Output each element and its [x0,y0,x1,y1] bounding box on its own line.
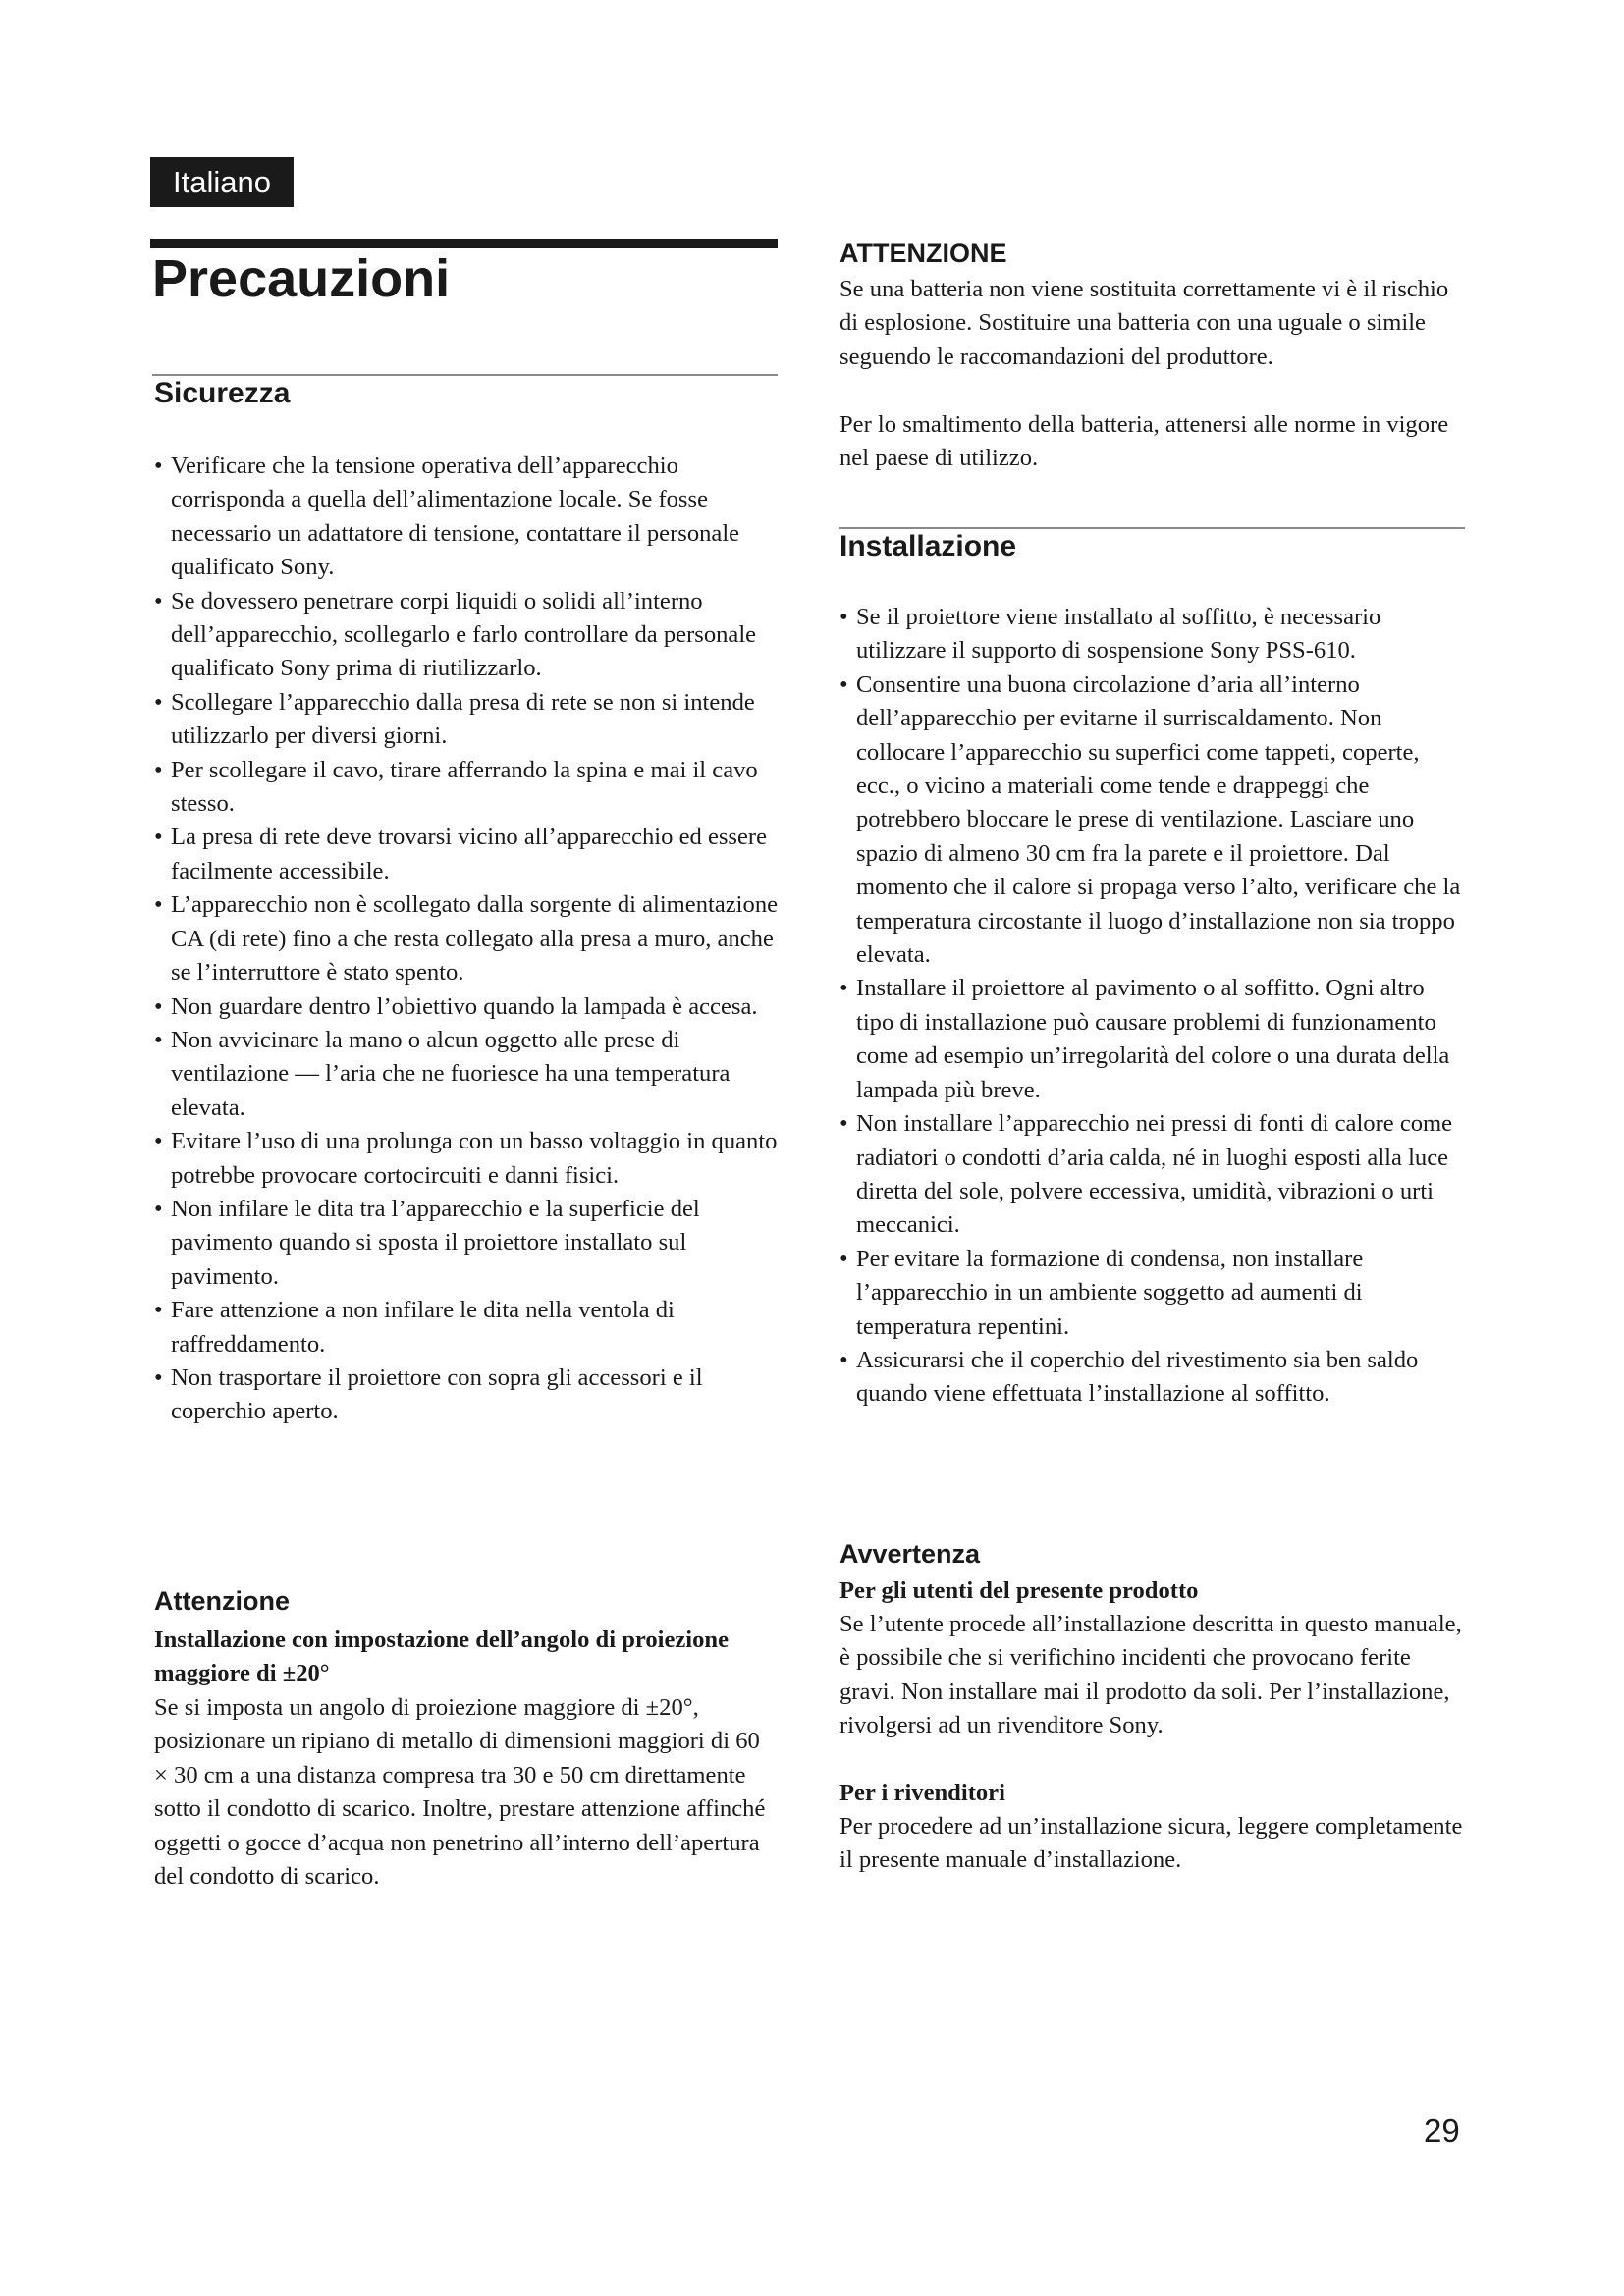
battery-disposal-text: Per lo smaltimento della batteria, attenersi alle norme in vigore nel paese di utilizzo. [839,411,1449,472]
bullet-icon: • [839,604,848,630]
bullet-icon: • [154,1363,163,1391]
bullet-icon: • [839,1110,848,1138]
list-item: • Non infilare le dita tra l’apparecchio e la superficie del pavimento quando si sposta il proiettore installato sul pavimento. [154,1193,783,1294]
list-item: • Non guardare dentro l’obiettivo quando la lampada è accesa. [154,990,783,1024]
bullet-icon: • [154,453,163,479]
users-text: Se l’utente procede all’installazione descritta in questo manuale, è possibile che si verifichino incidenti che provocano ferite gravi. Non installare mai il prodotto da soli. Per l’installazione, rivolgersi ad un rivenditore Sony. [839,1611,1462,1739]
installazione-list [839,601,1468,1412]
list-item: • Evitare l’uso di una prolunga con un basso voltaggio in quanto potrebbe provocare cortocircuiti e danni fisici. [154,1125,783,1193]
installazione-heading: Installazione [839,530,1017,562]
bullet-icon: • [154,1026,163,1053]
list-item: • Fare attenzione a non infilare le dita nella ventola di raffreddamento. [154,1294,783,1362]
dealers-heading: Per i rivenditori [839,1780,1005,1806]
list-item: • Per scollegare il cavo, tirare afferrando la spina e mai il cavo stesso. [154,754,783,822]
language-tab: Italiano [150,157,294,207]
list-item: • Non trasportare il proiettore con sopra gli accessori e il coperchio aperto. [154,1362,783,1429]
bullet-icon: • [839,1346,848,1373]
bullet-icon: • [154,756,163,783]
list-item: • La presa di rete deve trovarsi vicino all’apparecchio ed essere facilmente accessibile. [154,821,783,888]
bullet-icon: • [839,1245,848,1272]
bullet-icon: • [154,824,163,851]
dealers-text: Per procedere ad un’installazione sicura, leggere completamente il presente manuale d’installazione. [839,1813,1463,1874]
bullet-icon: • [154,1297,163,1324]
bullet-icon: • [839,670,848,698]
list-item: • Per evitare la formazione di condensa, non installare l’apparecchio in un ambiente soggetto ad aumenti di temperatura repentini. [839,1243,1468,1344]
battery-warning-heading: ATTENZIONE [839,239,1007,268]
installazione-divider [839,527,1465,529]
list-item: • Non avvicinare la mano o alcun oggetto alle prese di ventilazione — l’aria che ne fuoriesce ha una temperatura elevata. [154,1024,783,1125]
bullet-icon: • [154,992,163,1020]
bullet-icon: • [154,891,163,919]
list-item: • Scollegare l’apparecchio dalla presa di rete se non si intende utilizzarlo per diversi giorni. [154,686,783,754]
list-item: • Consentire una buona circolazione d’aria all’interno dell’apparecchio per evitarne il surriscaldamento. Non collocare l’apparecchio su superfici come tappeti, coperte, ecc., o vicino a materiali come tende e drappeggi che potrebbero bloccare le prese di ventilazione. Lasciare uno spazio di almeno 30 cm fra la parete e il proiettore. Dal momento che il calore si propaga verso l’alto, verificare che la temperatura circostante il luogo d’installazione non sia troppo elevata. [839,668,1468,973]
users-heading: Per gli utenti del presente prodotto [839,1577,1199,1604]
bullet-icon: • [154,1128,163,1155]
attenzione-text: Se si imposta un angolo di proiezione maggiore di ±20°, posizionare un ripiano di metallo di dimensioni maggiori di 60 × 30 cm a una distanza compresa tra 30 e 50 cm direttamente sotto il condotto di scarico. Inoltre, prestare attenzione affinché oggetti o gocce d’acqua non penetrino all’interno dell’apertura del condotto di scarico. [154,1694,766,1891]
list-item: • Se dovessero penetrare corpi liquidi o solidi all’interno dell’apparecchio, scollegarlo e farlo controllare da personale qualificato Sony prima di riutilizzarlo. [154,585,783,686]
bullet-icon: • [839,975,848,1002]
list-item: • Assicurarsi che il coperchio del rivestimento sia ben saldo quando viene effettuata l’installazione al soffitto. [839,1344,1468,1412]
list-item: • Installare il proiettore al pavimento o al soffitto. Ogni altro tipo di installazione può causare problemi di funzionamento come ad esempio un’irregolarità del colore o una durata della lampada più breve. [839,972,1468,1107]
bullet-icon: • [154,688,163,716]
list-item: • Verificare che la tensione operativa dell’apparecchio corrisponda a quella dell’alimentazione locale. Se fosse necessario un adattatore di tensione, contattare il personale qualificato Sony. [154,450,783,585]
sicurezza-list [154,450,783,1429]
attenzione-heading: Attenzione [154,1586,290,1616]
list-item: • L’apparecchio non è scollegato dalla sorgente di alimentazione CA (di rete) fino a che resta collegato alla presa a muro, anche se l’interruttore è stato spento. [154,888,783,989]
sicurezza-heading: Sicurezza [154,377,291,409]
avvertenza-heading: Avvertenza [839,1539,981,1569]
bullet-icon: • [154,1195,163,1222]
attenzione-subheading: Installazione con impostazione dell’angolo di proiezione maggiore di ±20° [154,1627,730,1687]
page-number: 29 [1424,2112,1460,2149]
list-item: • Non installare l’apparecchio nei pressi di fonti di calore come radiatori o condotti d’aria calda, né in luoghi esposti alla luce diretta del sole, polvere eccessiva, umidità, vibrazioni o urti meccanici. [839,1107,1468,1243]
bullet-icon: • [154,587,163,614]
list-item: • Se il proiettore viene installato al soffitto, è necessario utilizzare il supporto di sospensione Sony PSS-610. [839,601,1468,668]
page-title: Precauzioni [152,249,451,308]
sicurezza-divider [152,374,778,376]
battery-warning-text: Se una batteria non viene sostituita correttamente vi è il rischio di esplosione. Sostituire una batteria con una uguale o simile seguendo le raccomandazioni del produttore. [839,276,1449,370]
